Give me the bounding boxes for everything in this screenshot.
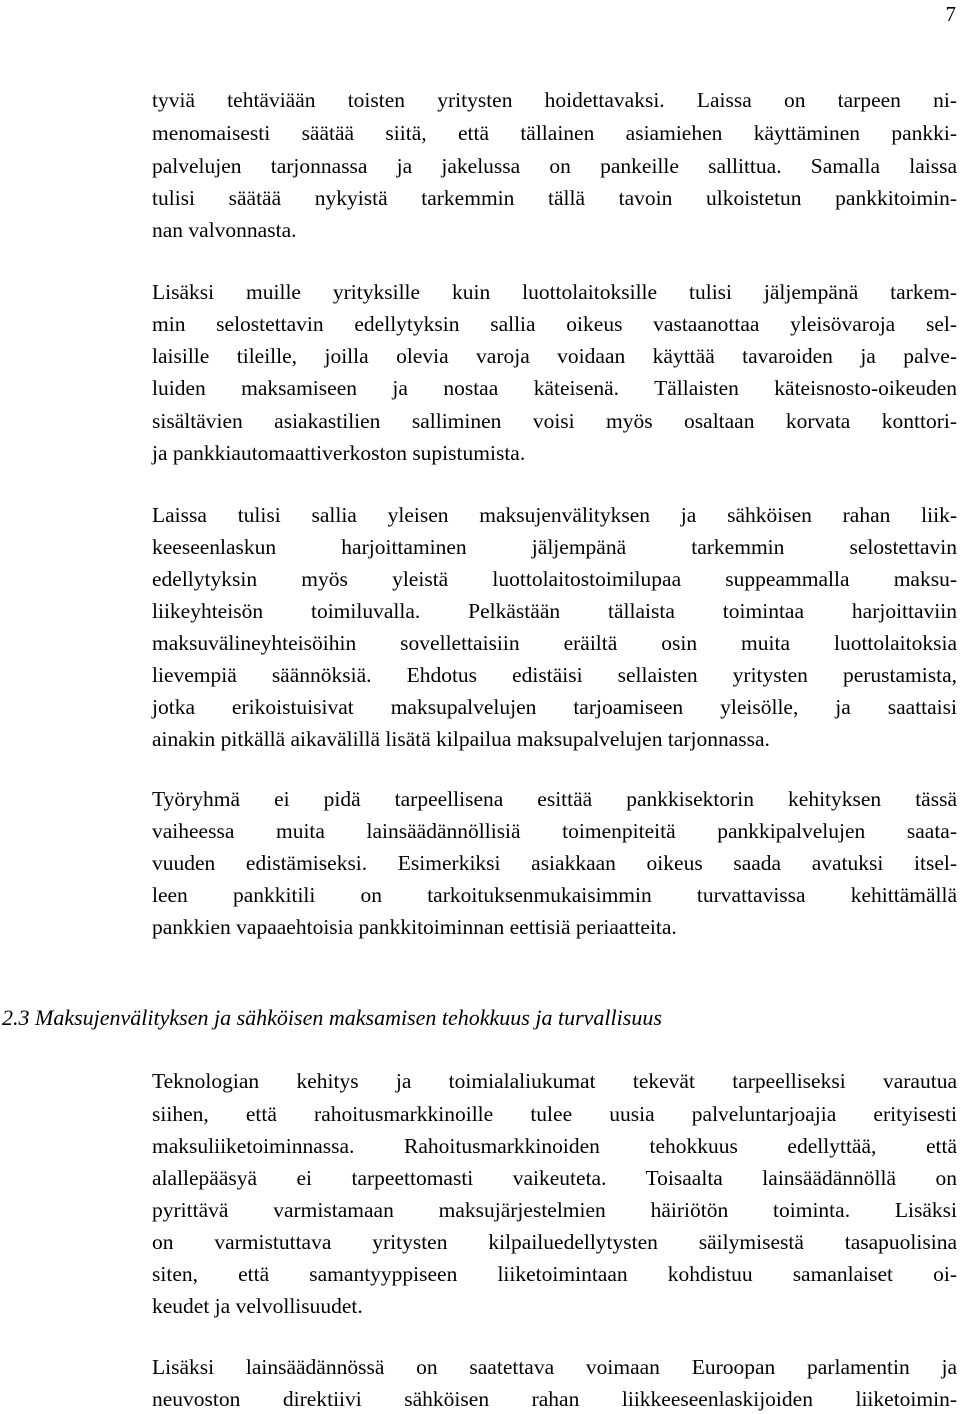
text-line: on varmistuttava yritysten kilpailuedellytysten säilymisestä tasapuolisina bbox=[152, 1230, 957, 1254]
text-line: tyviä tehtäviään toisten yritysten hoidettavaksi. Laissa on tarpeen ni- bbox=[152, 88, 957, 112]
text-line: ja pankkiautomaattiverkoston supistumista. bbox=[152, 441, 526, 465]
text-line: tulisi säätää nykyistä tarkemmin tällä tavoin ulkoistetun pankkitoimin- bbox=[152, 186, 957, 210]
text-line: Työryhmä ei pidä tarpeellisena esittää pankkisektorin kehityksen tässä bbox=[152, 787, 957, 811]
text-line: pankkien vapaaehtoisia pankkitoiminnan eettisiä periaatteita. bbox=[152, 915, 677, 939]
text-line: sisältävien asiakastilien salliminen voisi myös osaltaan korvata konttori- bbox=[152, 409, 957, 433]
text-line: Lisäksi muille yrityksille kuin luottolaitoksille tulisi jäljempänä tarkem- bbox=[152, 280, 957, 304]
text-line: pyrittävä varmistamaan maksujärjestelmien häiriötön toiminta. Lisäksi bbox=[152, 1198, 957, 1222]
text-line: lievempiä säännöksiä. Ehdotus edistäisi sellaisten yritysten perustamista, bbox=[152, 663, 957, 687]
text-line: liikeyhteisön toimiluvalla. Pelkästään tällaista toimintaa harjoittaviin bbox=[152, 599, 957, 623]
text-line: jotka erikoistuisivat maksupalvelujen tarjoamiseen yleisölle, ja saattaisi bbox=[152, 695, 957, 719]
text-line: Laissa tulisi sallia yleisen maksujenvälityksen ja sähköisen rahan liik- bbox=[152, 503, 957, 527]
text-line: laisille tileille, joilla olevia varoja voidaan käyttää tavaroiden ja palve- bbox=[152, 344, 957, 368]
text-line: palvelujen tarjonnassa ja jakelussa on pankeille sallittua. Samalla laissa bbox=[152, 154, 957, 178]
text-line: maksuliiketoiminnassa. Rahoitusmarkkinoiden tehokkuus edellyttää, että bbox=[152, 1134, 957, 1158]
text-line: min selostettavin edellytyksin sallia oikeus vastaanottaa yleisövaroja sel- bbox=[152, 312, 957, 336]
text-line: maksuvälineyhteisöihin sovellettaisiin eräiltä osin muita luottolaitoksia bbox=[152, 631, 957, 655]
text-line: nan valvonnasta. bbox=[152, 218, 297, 242]
text-line: alallepääsyä ei tarpeettomasti vaikeuteta. Toisaalta lainsäädännöllä on bbox=[152, 1166, 957, 1190]
text-line: leen pankkitili on tarkoituksenmukaisimmin turvattavissa kehittämällä bbox=[152, 883, 957, 907]
text-line: siihen, että rahoitusmarkkinoille tulee uusia palveluntarjoajia erityisesti bbox=[152, 1102, 957, 1126]
text-line: Teknologian kehitys ja toimialaliukumat tekevät tarpeelliseksi varautua bbox=[152, 1069, 957, 1093]
text-line: luiden maksamiseen ja nostaa käteisenä. Tällaisten käteisnosto-oikeuden bbox=[152, 376, 957, 400]
page-number: 7 bbox=[945, 2, 956, 26]
text-line: keudet ja velvollisuudet. bbox=[152, 1294, 363, 1318]
text-line: keeseenlaskun harjoittaminen jäljempänä tarkemmin selostettavin bbox=[152, 535, 957, 559]
text-line: neuvoston direktiivi sähköisen rahan liikkeeseenlaskijoiden liiketoimin- bbox=[152, 1387, 957, 1411]
text-line: siten, että samantyyppiseen liiketoimintaan kohdistuu samanlaiset oi- bbox=[152, 1262, 957, 1286]
text-line: menomaisesti säätää siitä, että tällainen asiamiehen käyttäminen pankki- bbox=[152, 121, 957, 145]
text-line: vuuden edistämiseksi. Esimerkiksi asiakkaan oikeus saada avatuksi itsel- bbox=[152, 851, 957, 875]
text-line: ainakin pitkällä aikavälillä lisätä kilpailua maksupalvelujen tarjonnassa. bbox=[152, 727, 770, 751]
section-heading: 2.3 Maksujenvälityksen ja sähköisen maksamisen tehokkuus ja turvallisuus bbox=[2, 1005, 662, 1030]
text-line: Lisäksi lainsäädännössä on saatettava voimaan Euroopan parlamentin ja bbox=[152, 1355, 957, 1379]
text-line: vaiheessa muita lainsäädännöllisiä toimenpiteitä pankkipalvelujen saata- bbox=[152, 819, 957, 843]
text-line: edellytyksin myös yleistä luottolaitostoimilupaa suppeammalla maksu- bbox=[152, 567, 957, 591]
